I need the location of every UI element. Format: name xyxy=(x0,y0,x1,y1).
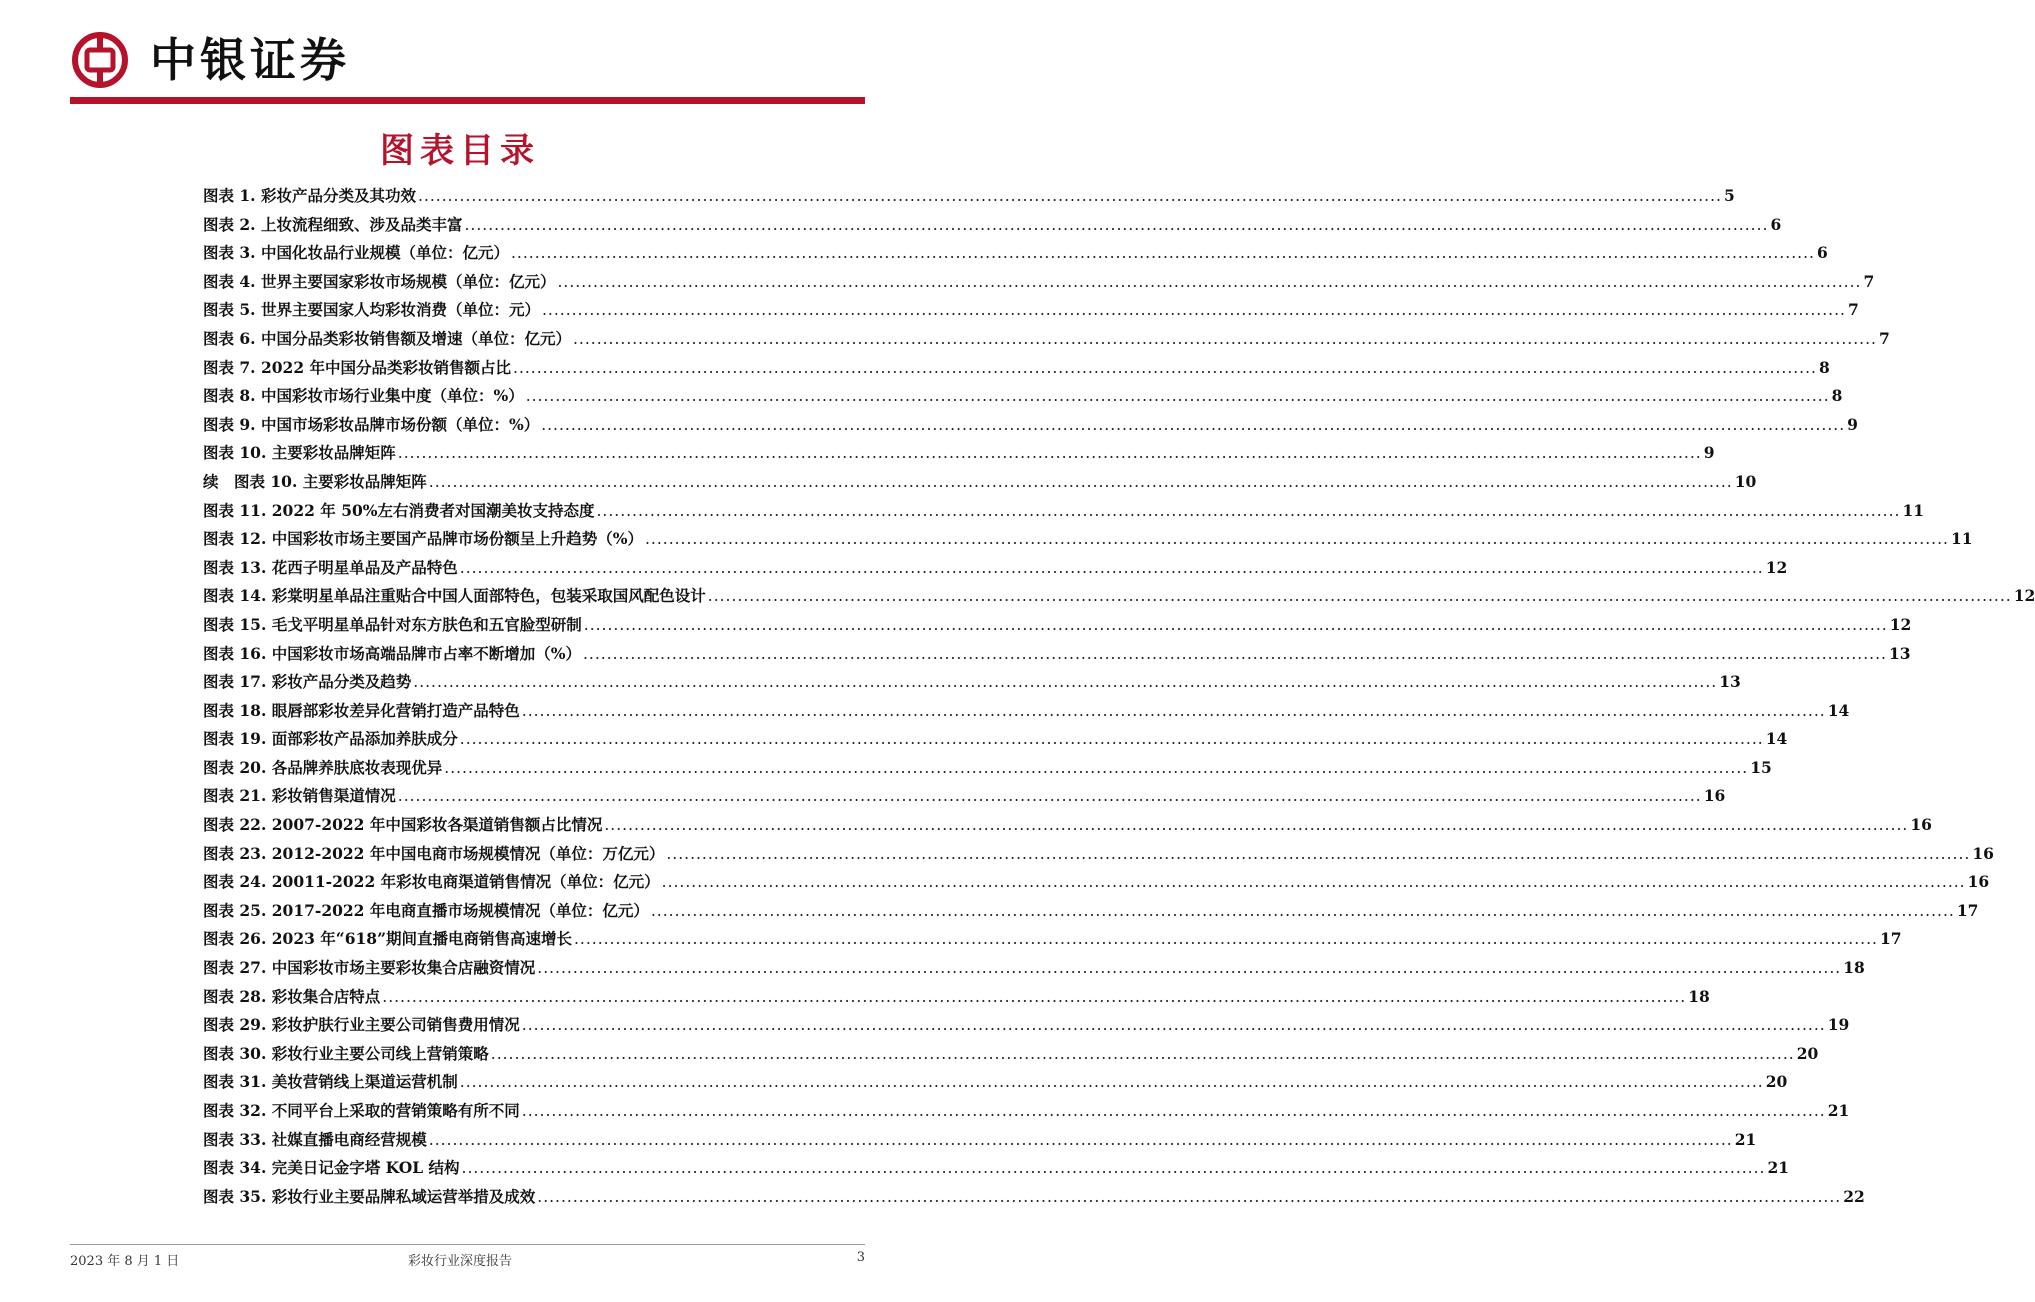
toc-entry[interactable] xyxy=(203,441,1715,470)
toc-entry-label: 图表 35. 彩妆行业主要品牌私域运营举措及成效 xyxy=(203,1186,536,1206)
toc-entry-page: 17 xyxy=(1956,900,1979,920)
toc-leader-dots: ............................................................................................................................................................................................................................ xyxy=(583,615,1888,634)
toc-entry-page: 6 xyxy=(1770,214,1782,234)
toc-leader-dots: ............................................................................................................................................................................................................................ xyxy=(513,358,1817,377)
toc-leader-dots: ............................................................................................................................................................................................................................ xyxy=(596,501,1901,520)
toc-entry[interactable] xyxy=(203,899,1979,928)
toc-entry[interactable] xyxy=(203,213,1782,242)
toc-entry-page: 15 xyxy=(1750,757,1772,777)
toc-entry-label: 图表 24. 20011-2022 年彩妆电商渠道销售情况（单位：亿元） xyxy=(203,872,660,892)
toc-entry-page: 14 xyxy=(1827,700,1850,720)
toc-entry-page: 12 xyxy=(2013,586,2035,606)
header-rule xyxy=(70,97,865,104)
toc-entry[interactable] xyxy=(203,756,1772,785)
toc-entry-page: 22 xyxy=(1843,1186,1865,1206)
toc-leader-dots: ............................................................................................................................................................................................................................ xyxy=(521,1016,1826,1035)
toc-leader-dots: ............................................................................................................................................................................................................................ xyxy=(521,1102,1826,1120)
toc-entry-page: 21 xyxy=(1734,1129,1757,1149)
toc-leader-dots: ............................................................................................................................................................................................................................ xyxy=(490,1044,1795,1063)
toc-leader-dots: ............................................................................................................................................................................................................................ xyxy=(525,387,1830,406)
toc-entry[interactable] xyxy=(203,356,1830,385)
toc-leader-dots: ............................................................................................................................................................................................................................ xyxy=(459,730,1764,749)
toc-leader-dots: ............................................................................................................................................................................................................................ xyxy=(510,244,1815,263)
toc-entry-page: 8 xyxy=(1831,386,1843,406)
toc-entry[interactable] xyxy=(203,556,1788,585)
toc-entry-label: 图表 26. 2023 年“618”期间直播电商销售高速增长 xyxy=(203,929,572,949)
toc-entry-page: 20 xyxy=(1765,1072,1788,1092)
toc-entry[interactable] xyxy=(203,784,1726,813)
toc-leader-dots: ............................................................................................................................................................................................................................ xyxy=(537,1187,1842,1206)
toc-entry-page: 16 xyxy=(1967,872,1990,892)
toc-entry[interactable] xyxy=(203,1070,1788,1099)
footer-report-title: 彩妆行业深度报告 xyxy=(407,1254,512,1269)
toc-entry-label: 图表 9. 中国市场彩妆品牌市场份额（单位：%） xyxy=(203,414,540,434)
toc-leader-dots: ............................................................................................................................................................................................................................ xyxy=(417,187,1722,205)
toc-entry-label: 图表 19. 面部彩妆产品添加养肤成分 xyxy=(203,729,458,749)
toc-leader-dots: ............................................................................................................................................................................................................................ xyxy=(650,901,1955,920)
toc-entry[interactable] xyxy=(203,670,1741,699)
toc-entry-label: 图表 30. 彩妆行业主要公司线上营销策略 xyxy=(203,1043,489,1063)
toc-entry-page: 16 xyxy=(1910,815,1932,835)
toc-entry-page: 16 xyxy=(1703,786,1726,806)
toc-entry-label: 图表 13. 花西子明星单品及产品特色 xyxy=(203,557,458,577)
toc-entry-label: 图表 29. 彩妆护肤行业主要公司销售费用情况 xyxy=(203,1015,520,1035)
page-title: 图表目录 xyxy=(380,131,540,171)
toc-entry-label: 图表 14. 彩棠明星单品注重贴合中国人面部特色，包装采取国风配色设计 xyxy=(203,586,706,606)
toc-leader-dots: ............................................................................................................................................................................................................................ xyxy=(459,1073,1764,1092)
toc-entry-page: 9 xyxy=(1847,414,1858,434)
table-of-figures xyxy=(203,184,2035,1213)
toc-leader-dots: ............................................................................................................................................................................................................................ xyxy=(397,444,1702,463)
toc-entry-page: 14 xyxy=(1765,729,1788,749)
toc-entry-label: 图表 28. 彩妆集合店特点 xyxy=(203,986,381,1006)
toc-entry-page: 11 xyxy=(1902,500,1925,520)
toc-leader-dots: ............................................................................................................................................................................................................................ xyxy=(444,758,1749,777)
toc-leader-dots: ............................................................................................................................................................................................................................ xyxy=(541,415,1846,434)
toc-leader-dots: ............................................................................................................................................................................................................................ xyxy=(604,816,1909,835)
toc-entry[interactable] xyxy=(203,727,1788,756)
toc-leader-dots: ............................................................................................................................................................................................................................ xyxy=(413,673,1718,692)
toc-entry[interactable] xyxy=(203,470,1757,499)
toc-entry[interactable] xyxy=(203,1156,1790,1185)
toc-leader-dots: ............................................................................................................................................................................................................................ xyxy=(537,959,1842,978)
toc-entry[interactable] xyxy=(203,956,1865,985)
toc-leader-dots: ............................................................................................................................................................................................................................ xyxy=(661,873,1966,892)
toc-leader-dots: ............................................................................................................................................................................................................................ xyxy=(707,587,2012,606)
toc-entry[interactable] xyxy=(203,584,2035,613)
toc-entry[interactable] xyxy=(203,270,1875,299)
toc-entry[interactable] xyxy=(203,298,1859,327)
toc-entry-label: 图表 15. 毛戈平明星单品针对东方肤色和五官脸型研制 xyxy=(203,614,582,634)
toc-entry-page: 7 xyxy=(1878,328,1890,348)
toc-leader-dots: ............................................................................................................................................................................................................................ xyxy=(461,1159,1766,1178)
toc-entry-page: 6 xyxy=(1816,243,1828,263)
toc-entry[interactable] xyxy=(203,842,1994,871)
toc-entry[interactable] xyxy=(203,642,1911,671)
toc-entry-label: 图表 25. 2017-2022 年电商直播市场规模情况（单位：亿元） xyxy=(203,900,649,920)
toc-entry-label: 图表 4. 世界主要国家彩妆市场规模（单位：亿元） xyxy=(203,271,556,291)
toc-leader-dots: ............................................................................................................................................................................................................................ xyxy=(397,787,1702,806)
toc-entry-label: 图表 5. 世界主要国家人均彩妆消费（单位：元） xyxy=(203,300,540,320)
footer-page-number: 3 xyxy=(856,1250,865,1265)
toc-entry-page: 18 xyxy=(1843,958,1865,978)
toc-leader-dots: ............................................................................................................................................................................................................................ xyxy=(666,844,1971,863)
toc-leader-dots: ............................................................................................................................................................................................................................ xyxy=(572,329,1877,348)
toc-entry-label: 图表 27. 中国彩妆市场主要彩妆集合店融资情况 xyxy=(203,958,536,978)
toc-entry-page: 11 xyxy=(1950,529,1973,549)
toc-entry-label: 图表 16. 中国彩妆市场高端品牌市占率不断增加（%） xyxy=(203,643,581,663)
toc-entry-page: 13 xyxy=(1719,672,1741,692)
toc-entry-label: 图表 12. 中国彩妆市场主要国产品牌市场份额呈上升趋势（%） xyxy=(203,529,643,549)
toc-entry-page: 5 xyxy=(1723,186,1735,205)
toc-leader-dots: ............................................................................................................................................................................................................................ xyxy=(541,301,1846,320)
toc-entry-label: 图表 6. 中国分品类彩妆销售额及增速（单位：亿元） xyxy=(203,328,571,348)
toc-entry-label: 图表 3. 中国化妆品行业规模（单位：亿元） xyxy=(203,243,509,263)
toc-leader-dots: ............................................................................................................................................................................................................................ xyxy=(382,987,1687,1006)
toc-leader-dots: ............................................................................................................................................................................................................................ xyxy=(464,215,1769,234)
toc-entry[interactable] xyxy=(203,870,1990,899)
toc-entry-page: 20 xyxy=(1796,1043,1819,1063)
toc-entry-page: 16 xyxy=(1972,843,1994,863)
toc-leader-dots: ............................................................................................................................................................................................................................ xyxy=(557,272,1862,291)
toc-entry-label: 图表 17. 彩妆产品分类及趋势 xyxy=(203,672,412,692)
toc-entry[interactable] xyxy=(203,184,1735,213)
toc-entry[interactable] xyxy=(203,1128,1757,1157)
toc-entry[interactable] xyxy=(203,813,1932,842)
toc-entry-page: 8 xyxy=(1818,357,1830,377)
boc-logo-icon xyxy=(72,32,128,88)
toc-entry-label: 图表 18. 眼唇部彩妆差异化营销打造产品特色 xyxy=(203,700,520,720)
toc-entry[interactable] xyxy=(203,527,1973,556)
toc-entry-page: 17 xyxy=(1879,929,1902,949)
toc-entry-page: 9 xyxy=(1703,443,1715,463)
toc-entry[interactable] xyxy=(203,613,1912,642)
page-header xyxy=(70,28,865,106)
toc-entry-label: 图表 34. 完美日记金字塔 KOL 结构 xyxy=(203,1158,460,1178)
toc-leader-dots: ............................................................................................................................................................................................................................ xyxy=(521,701,1826,720)
toc-leader-dots: ............................................................................................................................................................................................................................ xyxy=(459,558,1764,577)
toc-entry[interactable] xyxy=(203,985,1710,1014)
toc-entry-page: 10 xyxy=(1734,471,1757,491)
toc-entry[interactable] xyxy=(203,499,1925,528)
toc-entry-label: 图表 21. 彩妆销售渠道情况 xyxy=(203,786,396,806)
company-name: 中银证券 xyxy=(150,33,350,87)
toc-entry-label: 续 图表 10. 主要彩妆品牌矩阵 xyxy=(203,471,427,491)
footer-date: 2023 年 8 月 1 日 xyxy=(70,1254,180,1269)
toc-leader-dots: ............................................................................................................................................................................................................................ xyxy=(428,472,1733,491)
toc-entry-label: 图表 8. 中国彩妆市场行业集中度（单位：%） xyxy=(203,386,524,406)
toc-entry-label: 图表 32. 不同平台上采取的营销策略有所不同 xyxy=(203,1101,520,1120)
toc-entry-page: 7 xyxy=(1847,300,1859,320)
toc-entry-label: 图表 1. 彩妆产品分类及其功效 xyxy=(203,186,416,205)
toc-leader-dots: ............................................................................................................................................................................................................................ xyxy=(573,930,1878,949)
toc-entry-page: 7 xyxy=(1863,271,1875,291)
toc-entry[interactable] xyxy=(203,1185,1865,1214)
toc-entry[interactable] xyxy=(203,413,1858,442)
toc-entry[interactable] xyxy=(203,327,1890,356)
toc-entry-page: 13 xyxy=(1888,643,1911,663)
toc-entry-label: 图表 7. 2022 年中国分品类彩妆销售额占比 xyxy=(203,357,512,377)
toc-entry-page: 21 xyxy=(1827,1101,1850,1120)
toc-entry-page: 21 xyxy=(1767,1158,1790,1178)
toc-entry-label: 图表 11. 2022 年 50%左右消费者对国潮美妆支持态度 xyxy=(203,500,595,520)
toc-entry[interactable] xyxy=(203,1042,1819,1071)
toc-entry[interactable] xyxy=(203,1013,1850,1042)
footer-rule xyxy=(70,1244,865,1245)
toc-entry-label: 图表 20. 各品牌养肤底妆表现优异 xyxy=(203,757,443,777)
toc-entry-label: 图表 22. 2007-2022 年中国彩妆各渠道销售额占比情况 xyxy=(203,815,603,835)
toc-entry-page: 12 xyxy=(1889,614,1912,634)
toc-leader-dots: ............................................................................................................................................................................................................................ xyxy=(645,530,1949,549)
toc-entry-label: 图表 23. 2012-2022 年中国电商市场规模情况（单位：万亿元） xyxy=(203,843,665,863)
toc-entry[interactable] xyxy=(203,699,1850,728)
toc-entry-label: 图表 33. 社媒直播电商经营规模 xyxy=(203,1129,427,1149)
toc-entry[interactable] xyxy=(203,241,1828,270)
toc-entry[interactable] xyxy=(203,1099,1850,1128)
toc-entry-label: 图表 10. 主要彩妆品牌矩阵 xyxy=(203,443,396,463)
toc-entry[interactable] xyxy=(203,384,1843,413)
toc-entry-page: 12 xyxy=(1765,557,1788,577)
toc-entry-page: 18 xyxy=(1688,986,1710,1006)
toc-entry-label: 图表 31. 美妆营销线上渠道运营机制 xyxy=(203,1072,458,1092)
toc-entry-page: 19 xyxy=(1827,1015,1850,1035)
toc-leader-dots: ............................................................................................................................................................................................................................ xyxy=(583,644,1887,663)
toc-entry-label: 图表 2. 上妆流程细致、涉及品类丰富 xyxy=(203,214,463,234)
toc-leader-dots: ............................................................................................................................................................................................................................ xyxy=(428,1130,1733,1149)
toc-entry[interactable] xyxy=(203,927,1902,956)
